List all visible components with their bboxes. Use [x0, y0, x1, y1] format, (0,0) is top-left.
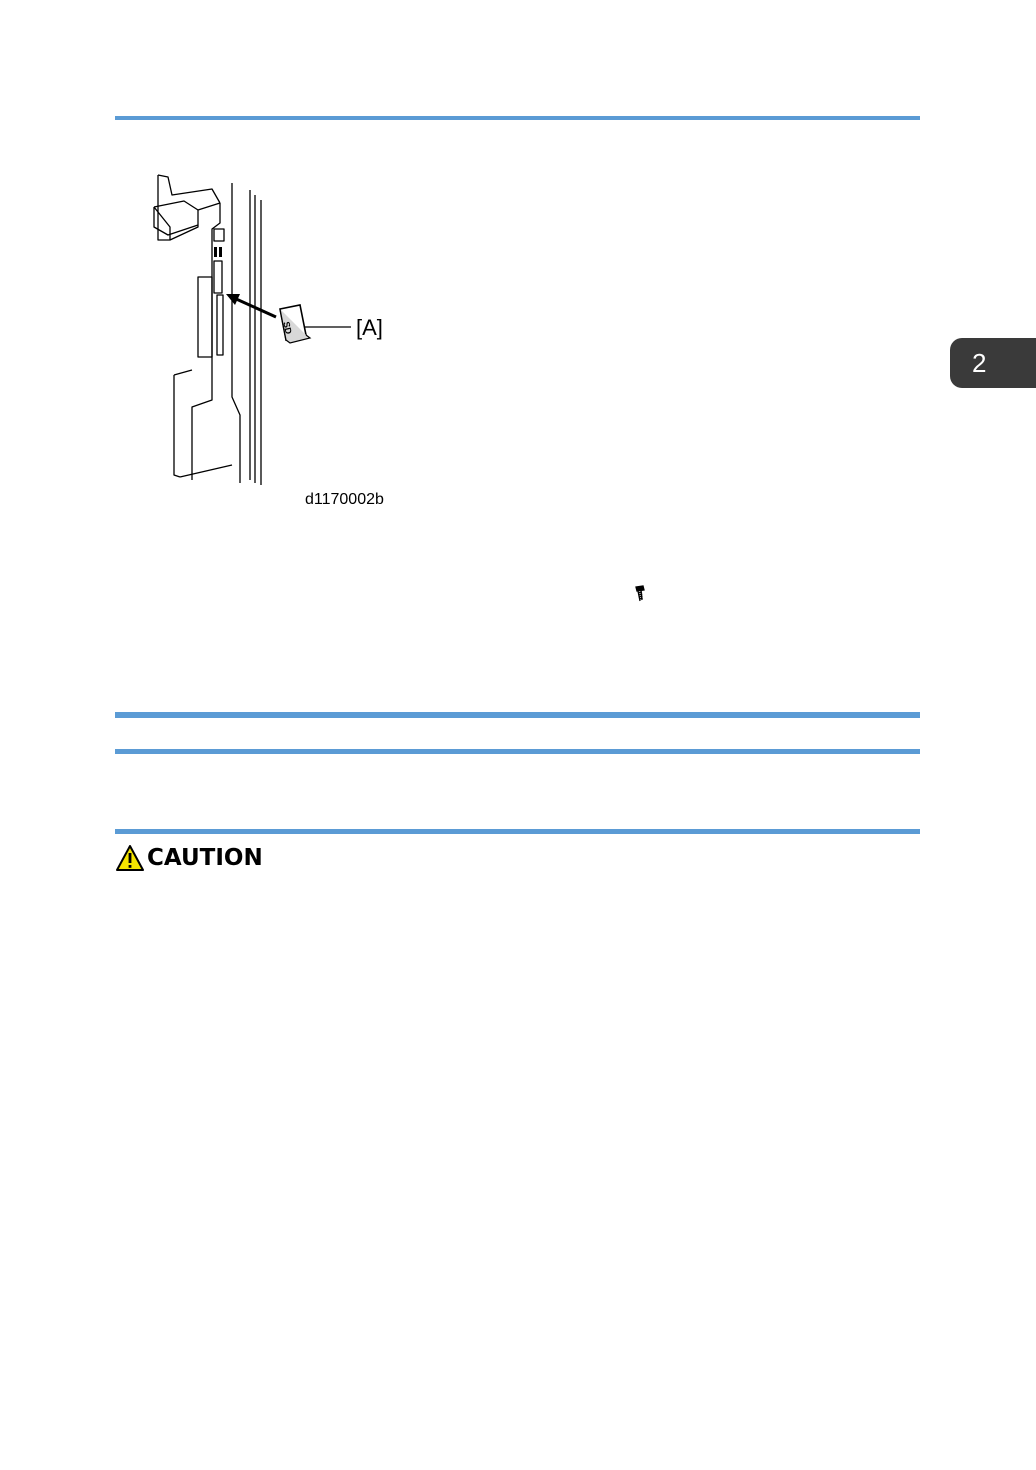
bracket-outline: [158, 175, 220, 240]
chapter-number: 2: [972, 348, 987, 378]
caution-triangle-icon: [115, 844, 145, 872]
screw-icon: [631, 585, 647, 603]
header-rule: [115, 116, 920, 120]
sd-card-text: SD: [281, 320, 294, 335]
panel-edge: [232, 183, 240, 483]
section-rule-2: [115, 749, 920, 754]
sd-card-installation-figure: [140, 165, 410, 515]
insertion-arrow: [226, 294, 276, 317]
chapter-tab[interactable]: [950, 338, 1036, 388]
caution-label: CAUTION: [147, 845, 263, 871]
section-rule-1: [115, 712, 920, 718]
sd-card: [280, 305, 310, 343]
caution-rule: [115, 829, 920, 834]
caution-banner: [115, 843, 263, 873]
callout-label: [A]: [356, 315, 383, 340]
figure-id: d1170002b: [305, 491, 384, 508]
